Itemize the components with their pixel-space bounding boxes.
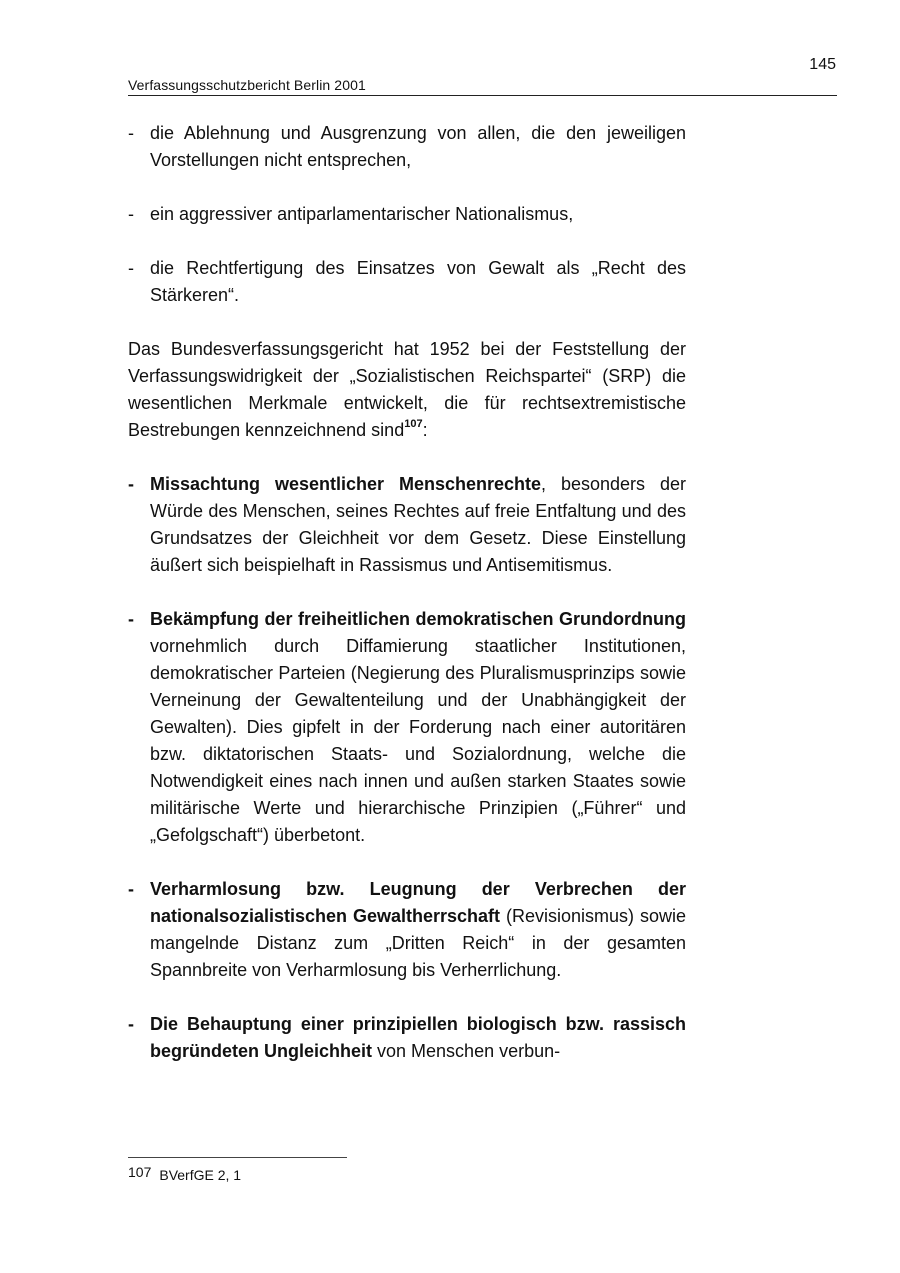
criteria-bullet bbox=[128, 1011, 686, 1065]
bullet-bold-text: Die Behauptung einer prinzipiellen biologisch bzw. rassisch begründeten Ungleichheit bbox=[150, 1014, 686, 1061]
bullet-marker: - bbox=[128, 474, 134, 494]
bullet-text: vornehmlich durch Diffamierung staatlicher Institutionen, demokratischer Parteien (Negierung des Pluralismusprinzips sowie Verneinung der Gewaltenteilung und der Unabhängigkeit der Gewalten). Dies gipfelt in der Forderung nach einer autoritären bzw. diktatorischen Staats- und Sozialordnung, welche die Notwendigkeit eines nach innen und außen starken Staates sowie militärische Werte und hierarchische Prinzipien („Führer“ und „Gefolgschaft“) überbetont. bbox=[150, 636, 686, 845]
bullet-marker: - bbox=[128, 204, 134, 224]
bullet-bold-text: Verharmlosung bzw. Leugnung der Verbrechen der nationalsozialistischen Gewaltherrschaft bbox=[150, 879, 686, 926]
bullet-text: die Rechtfertigung des Einsatzes von Gewalt als „Recht des Stärkeren“. bbox=[150, 258, 686, 305]
footnote-number: 107 bbox=[128, 1164, 152, 1180]
footnote bbox=[128, 1166, 241, 1184]
footnote-reference: 107 bbox=[404, 418, 423, 430]
bullet-text: die Ablehnung und Ausgrenzung von allen, die den jeweiligen Vorstellungen nicht entsprechen, bbox=[150, 123, 686, 170]
bullet-text: ein aggressiver antiparlamentarischer Nationalismus, bbox=[150, 204, 574, 224]
bullet-text: (Revisionismus) sowie mangelnde Distanz zum „Dritten Reich“ in der gesamten Spannbreite von Verharmlosung bis Verherrlichung. bbox=[150, 906, 687, 980]
running-header: Verfassungsschutzbericht Berlin 2001 bbox=[128, 77, 366, 93]
header-rule bbox=[128, 95, 837, 96]
intro-paragraph bbox=[128, 336, 686, 444]
footnote-rule bbox=[128, 1157, 347, 1158]
page-number: 145 bbox=[809, 56, 836, 73]
bullet-item bbox=[128, 255, 686, 309]
paragraph-text: Das Bundesverfassungsgericht hat 1952 bei der Feststellung der Verfassungswidrigkeit der „Sozialistischen Reichspartei“ (SRP) die wesentlichen Merkmale entwickelt, die für rechtsextremistische Bestrebungen kennzeichnend sind bbox=[128, 339, 686, 440]
criteria-bullet bbox=[128, 876, 686, 984]
bullet-marker: - bbox=[128, 879, 134, 899]
bullet-marker: - bbox=[128, 123, 134, 143]
criteria-bullet bbox=[128, 471, 686, 579]
bullet-marker: - bbox=[128, 1014, 134, 1034]
bullet-bold-text: Bekämpfung der freiheitlichen demokratischen Grundordnung bbox=[150, 609, 686, 629]
footnote-text: BVerfGE 2, 1 bbox=[159, 1167, 242, 1183]
body-text bbox=[128, 120, 686, 1065]
paragraph-trailing: : bbox=[422, 420, 428, 440]
bullet-item bbox=[128, 120, 686, 174]
criteria-bullet bbox=[128, 606, 686, 849]
bullet-item bbox=[128, 201, 686, 228]
bullet-bold-text: Missachtung wesentlicher Menschenrechte bbox=[150, 474, 542, 494]
bullet-text: von Menschen verbun- bbox=[372, 1041, 561, 1061]
bullet-text: , besonders der Würde des Menschen, seines Rechtes auf freie Entfaltung und des Grundsatzes der Gleichheit vor dem Gesetz. Diese Einstellung äußert sich beispielhaft in Rassismus und Antisemitismus. bbox=[150, 474, 686, 575]
bullet-marker: - bbox=[128, 609, 134, 629]
bullet-marker: - bbox=[128, 258, 134, 278]
